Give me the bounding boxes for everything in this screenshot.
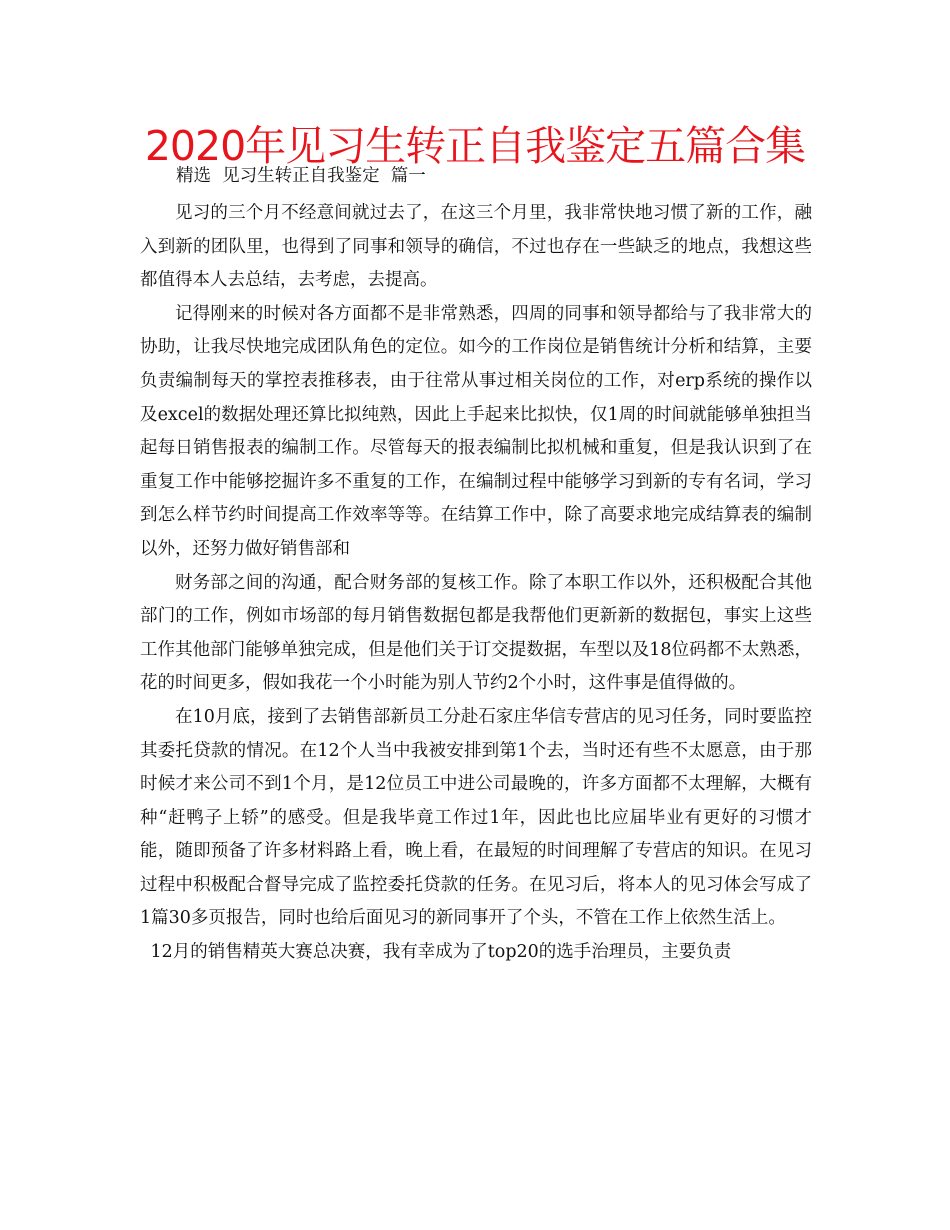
paragraph-3: 财务部之间的沟通，配合财务部的复核工作。除了本职工作以外，还积极配合其他部门的工作，例如市场部的每月销售数据包都是我帮他们更新新的数据包，事实上这些工作其他部门能够单独完成，但是他们关于订交提数据，车型以及18位码都不太熟悉，花的时间更多，假如我花一个小时能为别人节约2个小时，这件事是值得做的。 <box>140 572 812 694</box>
section-subtitle: 精选 见习生转正自我鉴定 篇一 <box>176 166 426 186</box>
paragraph-5: 12月的销售精英大赛总决赛，我有幸成为了top20的选手治理员，主要负责 <box>150 942 732 963</box>
document-title: 2020年见习生转正自我鉴定五篇合集 <box>144 122 806 170</box>
paragraph-4: 在10月底，接到了去销售部新员工分赴石家庄华信专营店的见习任务，同时要监控其委托贷款的情况。在12个人当中我被安排到第1个去，当时还有些不太愿意，由于那时候才来公司不到1个月，是12位员工中进公司最晚的，许多方面都不太理解，大概有种“赶鸭子上轿”的感受。但是我毕竟工作过1年，因此也比应届毕业有更好的习惯才能，随即预备了许多材料路上看，晚上看，在最短的时间理解了专营店的知识。在见习过程中积极配合督导完成了监控委托贷款的任务。在见习后，将本人的见习体会写成了1篇30多页报告，同时也给后面见习的新同事开了个头，不管在工作上依然生活上。 <box>140 706 812 929</box>
document-body <box>140 197 812 970</box>
paragraph-2: 记得刚来的时候对各方面都不是非常熟悉，四周的同事和领导都给与了我非常大的协助，让我尽快地完成团队角色的定位。如今的工作岗位是销售统计分析和结算，主要负责编制每天的掌控表推移表，由于往常从事过相关岗位的工作，对erp系统的操作以及excel的数据处理还算比拟纯熟，因此上手起来比拟快，仅1周的时间就能够单独担当起每日销售报表的编制工作。尽管每天的报表编制比拟机械和重复，但是我认识到了在重复工作中能够挖掘许多不重复的工作，在编制过程中能够学习到新的专有名词，学习到怎么样节约时间提高工作效率等等。在结算工作中，除了高要求地完成结算表的编制以外，还努力做好销售部和 <box>140 303 812 559</box>
paragraph-1: 见习的三个月不经意间就过去了，在这三个月里，我非常快地习惯了新的工作，融入到新的团队里，也得到了同事和领导的确信，不过也存在一些缺乏的地点，我想这些都值得本人去总结，去考虑，去提高。 <box>140 203 812 291</box>
